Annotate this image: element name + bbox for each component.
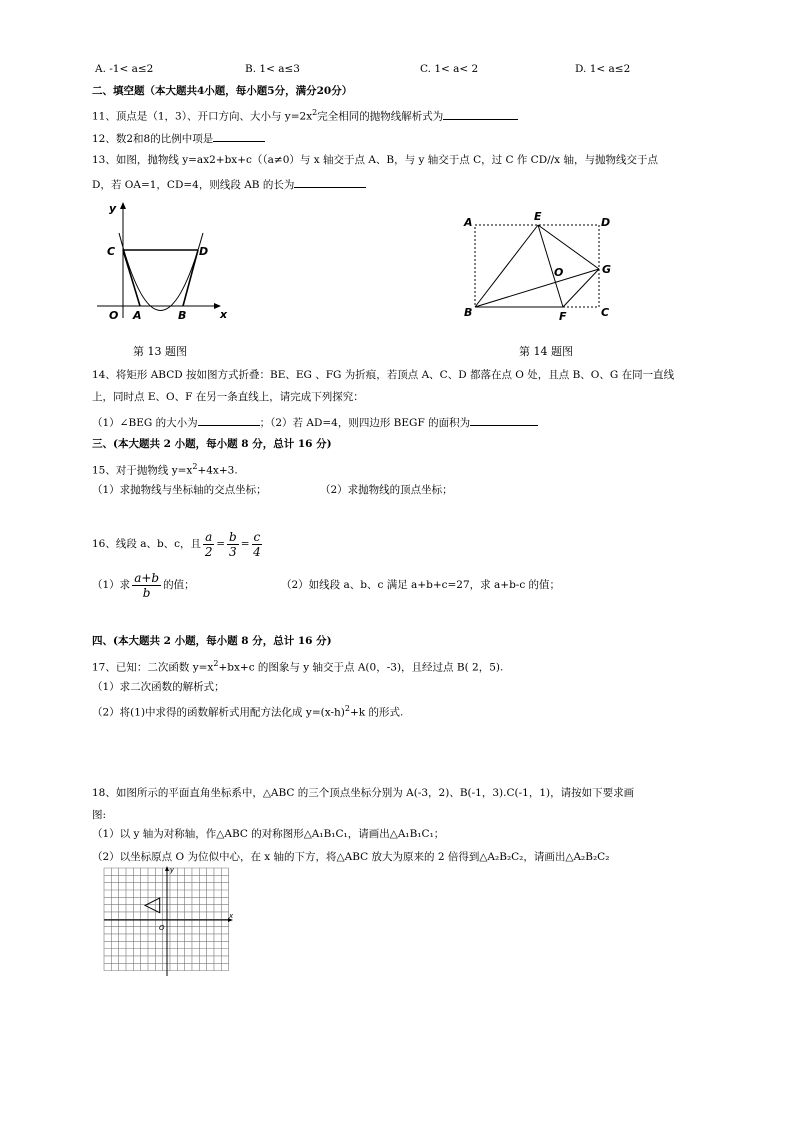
- q11-sup: 2: [312, 108, 318, 117]
- fig14-label-a: A: [464, 216, 473, 229]
- q18-part1: （1）以 y 轴为对称轴，作△ABC 的对称图形△A₁B₁C₁，请画出△A₁B₁C₁；: [92, 828, 445, 840]
- question-14-parts: [92, 414, 538, 430]
- fig13-label-o: O: [109, 309, 119, 322]
- q12-answer-blank[interactable]: [213, 130, 265, 142]
- q16-pre: 16、线段 a、b、c，且: [92, 538, 202, 550]
- grid-label-x: x: [229, 912, 234, 920]
- q17-part2-sup: 2: [344, 704, 350, 713]
- q17-part1: （1）求二次函数的解析式；: [92, 681, 225, 693]
- fig14-label-c: C: [601, 306, 610, 319]
- fig13-label-d: D: [199, 245, 209, 258]
- q17-part2-post: +k 的形式.: [349, 706, 404, 719]
- q16-part2: （2）如线段 a、b、c 满足 a+b+c=27，求 a+b-c 的值；: [281, 579, 561, 591]
- fig13-label-c: C: [107, 245, 116, 258]
- q15-sup: 2: [192, 462, 198, 471]
- q15-pre: 15、对于抛物线 y=x: [92, 464, 193, 477]
- fig14-caption: 第 14 题图: [519, 345, 573, 358]
- q16-part1-post: 的值；: [163, 579, 195, 591]
- fig14-label-e: E: [534, 210, 542, 223]
- question-14-line1: 14、将矩形 ABCD 按如图方式折叠：BE、EG 、FG 为折痕，若顶点 A、C、D 都落在点 O 处，且点 B、O、G 在同一直线: [92, 369, 675, 381]
- fig13-label-a: A: [133, 309, 142, 322]
- q17-part2: [92, 702, 403, 720]
- question-15: [92, 460, 238, 478]
- q16-f4-den: b: [142, 585, 151, 600]
- choice-b: B. 1< a≤3: [245, 63, 300, 75]
- question-18-line1: 18、如图所示的平面直角坐标系中，△ABC 的三个顶点坐标分别为 A(-3，2)、B(-1，3).C(-1，1)，请按如下要求画: [92, 787, 635, 799]
- q16-f2-den: 3: [229, 544, 237, 559]
- question-12: [92, 130, 265, 146]
- grid-lines: [104, 868, 229, 971]
- q17-part2-pre: （2）将(1)中求得的函数解析式用配方法化成 y=(x-h): [92, 706, 345, 719]
- fig14-label-o: O: [554, 266, 564, 279]
- fig13-label-y: y: [109, 202, 117, 215]
- q16-f3-num: c: [253, 529, 261, 544]
- figure-13: [95, 198, 230, 328]
- question-11: [92, 106, 518, 124]
- fig14-label-g: G: [602, 263, 612, 276]
- fig13-left-branch: [123, 250, 140, 306]
- fig13-right-branch: [183, 250, 198, 306]
- grid-y-arrow: [165, 866, 169, 871]
- q14-part1-blank[interactable]: [198, 414, 260, 426]
- fig14-label-f: F: [559, 310, 567, 323]
- q16-f2-num: b: [229, 529, 237, 544]
- q18-part2: （2）以坐标原点 O 为位似中心，在 x 轴的下方，将△ABC 放大为原来的 2 倍得到△A₂B₂C₂，请画出△A₂B₂C₂: [92, 851, 610, 863]
- q17-sup: 2: [213, 659, 219, 668]
- grid-label-o: O: [159, 924, 165, 932]
- q11-post: 完全相同的抛物线解析式为: [317, 110, 444, 123]
- fig14-label-d: D: [601, 216, 611, 229]
- q16-f3-den: 4: [253, 544, 261, 559]
- fig14-rectangle: [475, 225, 599, 307]
- triangle-abc: [145, 898, 160, 913]
- q14-part2-blank[interactable]: [470, 414, 538, 426]
- q11-answer-blank[interactable]: [443, 108, 518, 120]
- q16-fraction-c4: [252, 530, 263, 559]
- q16-f1-den: 2: [204, 544, 213, 559]
- q16-eq1: =: [216, 538, 226, 550]
- fig13-y-arrow: [120, 202, 126, 209]
- q17-post: +bx+c 的图象与 y 轴交于点 A(0，-3)，且经过点 B( 2，5).: [218, 661, 504, 674]
- q15-post: +4x+3.: [197, 464, 238, 477]
- fig13-caption: 第 13 题图: [133, 345, 187, 358]
- q13-answer-blank[interactable]: [294, 176, 366, 188]
- question-14-line2: 上，同时点 E、O、F 在另一条直线上，请完成下列探究：: [92, 391, 364, 403]
- q13-line2-text: D，若 OA=1，CD=4，则线段 AB 的长为: [92, 179, 295, 191]
- q11-pre: 11、顶点是（1，3）、开口方向、大小与 y=2x: [92, 110, 313, 123]
- fig14-label-b: B: [464, 306, 473, 319]
- section4-heading: 四、(本大题共 2 小题，每小题 8 分，总计 16 分): [92, 635, 332, 647]
- question-13-line2: [92, 176, 366, 192]
- q16-eq2: =: [240, 538, 250, 550]
- q15-part2: （2）求抛物线的顶点坐标；: [320, 484, 453, 496]
- choice-c: C. 1< a< 2: [420, 63, 479, 75]
- section3-heading: 三、(本大题共 2 小题，每小题 8 分，总计 16 分): [92, 438, 332, 450]
- choice-d: D. 1< a≤2: [575, 63, 631, 75]
- q14-part1: （1）∠BEG 的大小为: [92, 417, 198, 429]
- fig14-line-eg: [538, 225, 599, 269]
- q16-part1-pre: （1）求: [92, 579, 131, 591]
- figure-18-grid: [100, 866, 238, 978]
- fig14-line-be: [475, 225, 538, 307]
- q16-f1-num: a: [205, 529, 213, 544]
- fig13-label-b: B: [178, 309, 187, 322]
- choice-a: A. -1< a≤2: [95, 63, 154, 75]
- q16-part1: [92, 568, 195, 602]
- q16-f4-num: a+b: [134, 570, 160, 585]
- q15-part1: （1）求抛物线与坐标轴的交点坐标；: [92, 484, 267, 496]
- q16-fraction-ab-b: [132, 571, 161, 600]
- question-16: [92, 527, 264, 561]
- question-13-line1: 13、如图，抛物线 y=ax2+bx+c（（a≠0）与 x 轴交于点 A、B，与 y 轴交于点 C，过 C 作 CD//x 轴，与抛物线交于点: [92, 154, 658, 166]
- question-17: [92, 657, 503, 675]
- fig13-label-x: x: [220, 308, 228, 321]
- figure-14: [458, 208, 618, 324]
- section2-heading: 二、填空题（本大题共4小题，每小题5分，满分20分）: [92, 85, 353, 97]
- fig13-parabola: [119, 233, 203, 311]
- question-18-line2: 图:: [92, 809, 107, 821]
- q14-part2: ；（2）若 AD=4，则四边形 BEGF 的面积为: [259, 417, 471, 429]
- q12-text: 12、数2和8的比例中项是: [92, 133, 214, 145]
- q16-fraction-b3: [227, 530, 239, 559]
- grid-label-y: y: [170, 866, 175, 874]
- q17-pre: 17、已知：二次函数 y=x: [92, 661, 214, 674]
- q16-fraction-a2: [203, 530, 214, 559]
